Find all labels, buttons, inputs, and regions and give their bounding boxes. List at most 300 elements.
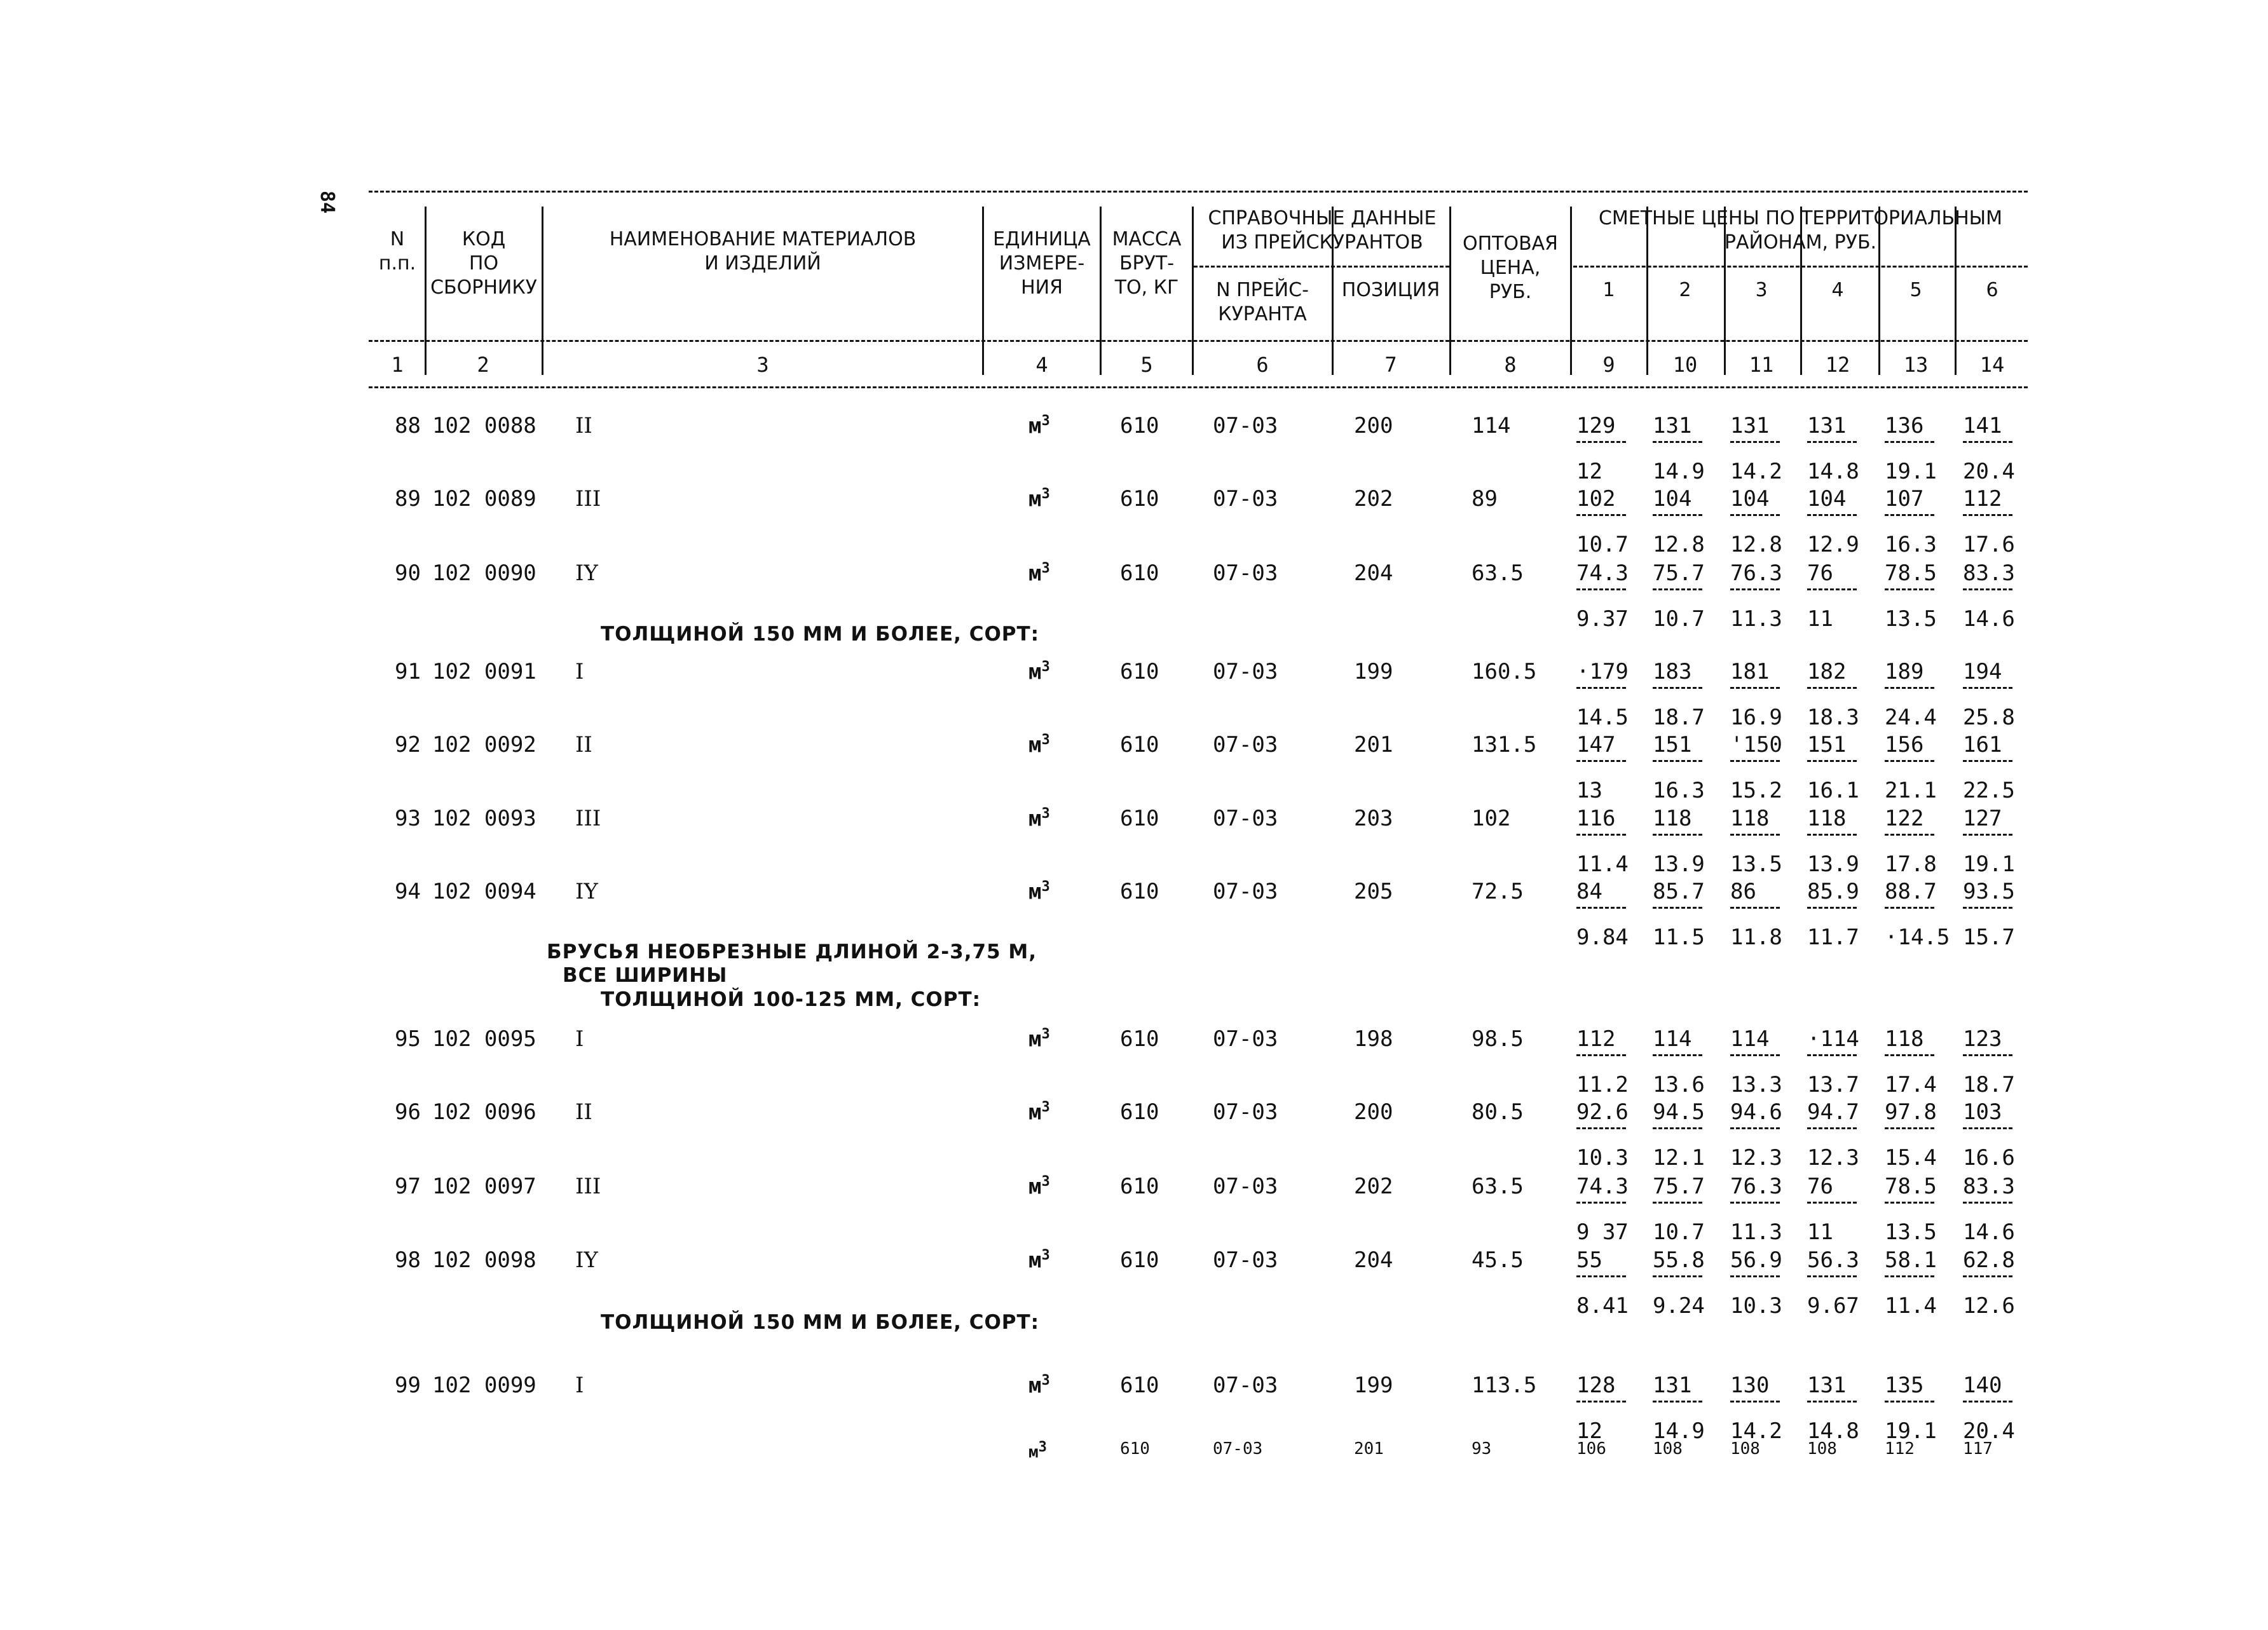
fraction-line bbox=[1576, 1202, 1626, 1204]
table-row-price-list: 07-03 bbox=[1213, 732, 1278, 757]
table-row-region-base: 16.9 bbox=[1730, 705, 1782, 730]
table-row-wholesale-price: 131.5 bbox=[1472, 732, 1537, 757]
table-row-price-list: 07-03 bbox=[1213, 806, 1278, 831]
table-row-region-base: 20.4 bbox=[1963, 459, 2015, 484]
table-row-region-base: 24.4 bbox=[1885, 705, 1937, 730]
column-number-7: 7 bbox=[1384, 353, 1397, 377]
table-row-unit bbox=[1028, 1439, 1047, 1462]
table-row-region-price: 147 bbox=[1576, 732, 1616, 757]
header-col-divider bbox=[1449, 207, 1451, 375]
table-row-region-base: 12.6 bbox=[1963, 1293, 2015, 1319]
section-heading: ТОЛЩИНОЙ 100-125 ММ, СОРТ: bbox=[601, 988, 981, 1011]
table-row-wholesale-price: 113.5 bbox=[1472, 1373, 1537, 1398]
table-row-region-price: 76 bbox=[1807, 560, 1833, 586]
table-row-region-price: 56.3 bbox=[1807, 1247, 1859, 1273]
unit-power: 3 bbox=[1041, 486, 1050, 502]
fraction-line bbox=[1576, 1054, 1626, 1056]
column-number-4: 4 bbox=[1035, 353, 1048, 377]
header-region-6: 6 bbox=[1986, 279, 1998, 301]
column-number-6: 6 bbox=[1256, 353, 1269, 377]
table-row-n: 99 bbox=[395, 1373, 421, 1398]
table-row-region-price: 118 bbox=[1885, 1026, 1924, 1052]
column-number-2: 2 bbox=[477, 353, 489, 377]
table-row-unit bbox=[1028, 879, 1050, 904]
table-row-region-base: 21.1 bbox=[1885, 778, 1937, 803]
unit-base: м bbox=[1028, 1373, 1042, 1399]
fraction-line bbox=[1730, 1401, 1780, 1402]
fraction-line bbox=[1963, 441, 2012, 443]
unit-base: м bbox=[1028, 659, 1042, 685]
column-number-13: 13 bbox=[1903, 353, 1929, 377]
table-row-mass: 610 bbox=[1120, 1026, 1159, 1052]
table-row-name: I bbox=[575, 659, 584, 684]
table-row-region-price: 117 bbox=[1963, 1439, 1993, 1458]
table-row-region-base: 15.2 bbox=[1730, 778, 1782, 803]
table-row-region-base: 19.1 bbox=[1885, 459, 1937, 484]
fraction-line bbox=[1576, 588, 1626, 590]
unit-power: 3 bbox=[1041, 659, 1050, 675]
fraction-line bbox=[1653, 441, 1702, 443]
fraction-line bbox=[1885, 588, 1934, 590]
table-row-region-price: 62.8 bbox=[1963, 1247, 2015, 1273]
table-row-region-base: 18.7 bbox=[1653, 705, 1705, 730]
table-row-region-price: 116 bbox=[1576, 806, 1616, 831]
fraction-line bbox=[1963, 687, 2012, 689]
table-row-region-price: 136 bbox=[1885, 413, 1924, 438]
fraction-line bbox=[1730, 441, 1780, 443]
header-region-3: 3 bbox=[1755, 279, 1768, 301]
table-row-region-base: 16.1 bbox=[1807, 778, 1859, 803]
fraction-line bbox=[1576, 760, 1626, 762]
table-row-price-list: 07-03 bbox=[1213, 879, 1278, 904]
table-row-position: 202 bbox=[1354, 486, 1393, 512]
table-row-unit bbox=[1028, 486, 1050, 512]
table-row-region-base: 9.24 bbox=[1653, 1293, 1705, 1319]
table-row-mass: 610 bbox=[1120, 1439, 1150, 1458]
fraction-line bbox=[1807, 1401, 1857, 1402]
table-row-wholesale-price: 102 bbox=[1472, 806, 1511, 831]
table-row-region-price: 114 bbox=[1730, 1026, 1770, 1052]
table-row-name: II bbox=[575, 413, 592, 438]
table-row-code: 102 0096 bbox=[432, 1099, 536, 1125]
unit-base: м bbox=[1028, 806, 1042, 832]
table-row-region-base: 11 bbox=[1807, 1219, 1833, 1245]
table-row-mass: 610 bbox=[1120, 1099, 1159, 1125]
table-row-region-price: 114 bbox=[1653, 1026, 1692, 1052]
table-row-region-base: 12.3 bbox=[1807, 1145, 1859, 1171]
table-row-region-base: 13.6 bbox=[1653, 1072, 1705, 1097]
unit-power: 3 bbox=[1041, 806, 1050, 822]
fraction-line bbox=[1885, 1202, 1934, 1204]
fraction-line bbox=[1807, 834, 1857, 836]
table-row-region-base: 13.9 bbox=[1807, 852, 1859, 877]
table-row-region-base: 14.6 bbox=[1963, 606, 2015, 632]
fraction-line bbox=[1730, 907, 1780, 909]
table-row-n: 90 bbox=[395, 560, 421, 586]
table-row-mass: 610 bbox=[1120, 732, 1159, 757]
unit-power: 3 bbox=[1041, 1099, 1050, 1115]
table-row-region-price: 94.6 bbox=[1730, 1099, 1782, 1125]
table-row-n: 88 bbox=[395, 413, 421, 438]
header-region-1: 1 bbox=[1602, 279, 1615, 301]
table-row-unit bbox=[1028, 560, 1050, 586]
table-row-wholesale-price: 89 bbox=[1472, 486, 1498, 512]
table-row-n: 95 bbox=[395, 1026, 421, 1052]
unit-power: 3 bbox=[1041, 413, 1050, 429]
header-wholesale-price: ОПТОВАЯ ЦЕНА, РУБ. bbox=[1462, 233, 1559, 303]
table-row-n: 94 bbox=[395, 879, 421, 904]
table-row-position: 199 bbox=[1354, 659, 1393, 684]
table-row-region-base: 25.8 bbox=[1963, 705, 2015, 730]
table-row-region-price: 128 bbox=[1576, 1373, 1616, 1398]
fraction-line bbox=[1653, 834, 1702, 836]
table-row-price-list: 07-03 bbox=[1213, 1439, 1263, 1458]
table-row-region-price: 108 bbox=[1653, 1439, 1683, 1458]
table-row-region-base: 9.37 bbox=[1576, 606, 1629, 632]
fraction-line bbox=[1730, 1202, 1780, 1204]
fraction-line bbox=[1576, 907, 1626, 909]
table-row-region-price: 78.5 bbox=[1885, 1174, 1937, 1199]
table-row-code: 102 0088 bbox=[432, 413, 536, 438]
table-row-region-price: 127 bbox=[1963, 806, 2002, 831]
table-row-region-base: 12.3 bbox=[1730, 1145, 1782, 1171]
table-row-region-price: 131 bbox=[1807, 413, 1847, 438]
table-row-region-base: 10.7 bbox=[1653, 606, 1705, 632]
table-row-region-base: 18.7 bbox=[1963, 1072, 2015, 1097]
table-row-region-price: 78.5 bbox=[1885, 560, 1937, 586]
table-row-name: I bbox=[575, 1373, 584, 1398]
table-row-name: I bbox=[575, 1026, 584, 1052]
header-code: КОД ПО СБОРНИКУ bbox=[430, 228, 537, 299]
table-row-region-price: 93.5 bbox=[1963, 879, 2015, 904]
fraction-line bbox=[1885, 1054, 1934, 1056]
table-row-region-base: 11.3 bbox=[1730, 1219, 1782, 1245]
fraction-line bbox=[1653, 1202, 1702, 1204]
header-col-divider bbox=[1192, 207, 1194, 375]
table-row-name: II bbox=[575, 732, 592, 757]
table-row-region-base: 14.8 bbox=[1807, 1418, 1859, 1444]
table-row-region-base: 11.2 bbox=[1576, 1072, 1629, 1097]
table-row-wholesale-price: 93 bbox=[1472, 1439, 1492, 1458]
table-row-region-price: 189 bbox=[1885, 659, 1924, 684]
unit-base: м bbox=[1028, 413, 1042, 439]
fraction-line bbox=[1807, 907, 1857, 909]
table-row-n: 93 bbox=[395, 806, 421, 831]
fraction-line bbox=[1963, 1275, 2012, 1277]
table-row-name: II bbox=[575, 1099, 592, 1125]
fraction-line bbox=[1653, 1127, 1702, 1129]
table-row-region-base: 13.3 bbox=[1730, 1072, 1782, 1097]
fraction-line bbox=[1807, 1202, 1857, 1204]
fraction-line bbox=[1730, 588, 1780, 590]
table-row-region-price: 55.8 bbox=[1653, 1247, 1705, 1273]
table-row-region-base: 9.67 bbox=[1807, 1293, 1859, 1319]
fraction-line bbox=[1807, 1054, 1857, 1056]
table-row-region-base: 10.7 bbox=[1576, 532, 1629, 557]
fraction-line bbox=[1963, 834, 2012, 836]
column-number-11: 11 bbox=[1749, 353, 1774, 377]
section-heading: БРУСЬЯ НЕОБРЕЗНЫЕ ДЛИНОЙ 2-3,75 М, bbox=[547, 941, 1037, 963]
table-row-mass: 610 bbox=[1120, 486, 1159, 512]
table-row-region-base: 9.84 bbox=[1576, 925, 1629, 950]
fraction-line bbox=[1653, 1275, 1702, 1277]
table-row-region-base: 14.6 bbox=[1963, 1219, 2015, 1245]
table-row-mass: 610 bbox=[1120, 1373, 1159, 1398]
table-row-code: 102 0089 bbox=[432, 486, 536, 512]
fraction-line bbox=[1807, 588, 1857, 590]
table-row-region-base: 11.3 bbox=[1730, 606, 1782, 632]
table-row-region-base: 16.3 bbox=[1653, 778, 1705, 803]
table-row-region-price: 112 bbox=[1885, 1439, 1915, 1458]
header-price-list: N ПРЕЙС- КУРАНТА bbox=[1216, 279, 1309, 325]
header-mass: МАССА БРУТ- ТО, КГ bbox=[1112, 228, 1182, 299]
table-row-mass: 610 bbox=[1120, 806, 1159, 831]
header-name: НАИМЕНОВАНИЕ МАТЕРИАЛОВ И ИЗДЕЛИЙ bbox=[609, 228, 917, 275]
header-n: N п.п. bbox=[378, 228, 416, 275]
header-region-5: 5 bbox=[1909, 279, 1922, 301]
table-row-code: 102 0099 bbox=[432, 1373, 536, 1398]
fraction-line bbox=[1730, 760, 1780, 762]
unit-base: м bbox=[1028, 1174, 1042, 1200]
table-row-region-price: 83.3 bbox=[1963, 560, 2015, 586]
table-row-position: 201 bbox=[1354, 732, 1393, 757]
fraction-line bbox=[1730, 687, 1780, 689]
table-row-n: 91 bbox=[395, 659, 421, 684]
table-row-name: IY bbox=[575, 879, 598, 904]
table-row-region-base: 17.8 bbox=[1885, 852, 1937, 877]
table-row-mass: 610 bbox=[1120, 413, 1159, 438]
table-row-region-price: 88.7 bbox=[1885, 879, 1937, 904]
table-row-region-base: 19.1 bbox=[1963, 852, 2015, 877]
table-row-unit bbox=[1028, 1026, 1050, 1052]
column-number-12: 12 bbox=[1825, 353, 1850, 377]
table-row-region-base: 10.3 bbox=[1576, 1145, 1629, 1171]
column-number-3: 3 bbox=[756, 353, 769, 377]
table-row-price-list: 07-03 bbox=[1213, 1247, 1278, 1273]
table-row-region-price: 131 bbox=[1807, 1373, 1847, 1398]
fraction-line bbox=[1576, 514, 1626, 516]
table-row-region-base: 14.2 bbox=[1730, 1418, 1782, 1444]
table-row-mass: 610 bbox=[1120, 879, 1159, 904]
table-row-region-base: 12.8 bbox=[1730, 532, 1782, 557]
table-row-region-price: 118 bbox=[1653, 806, 1692, 831]
table-row-region-price: 181 bbox=[1730, 659, 1770, 684]
table-row-region-price: 108 bbox=[1730, 1439, 1760, 1458]
table-row-code: 102 0091 bbox=[432, 659, 536, 684]
fraction-line bbox=[1653, 907, 1702, 909]
table-row-region-price: 129 bbox=[1576, 413, 1616, 438]
table-row-region-price: 140 bbox=[1963, 1373, 2002, 1398]
fraction-line bbox=[1885, 1127, 1934, 1129]
column-number-10: 10 bbox=[1672, 353, 1698, 377]
table-row-region-base: 14.2 bbox=[1730, 459, 1782, 484]
table-row-region-price: 161 bbox=[1963, 732, 2002, 757]
table-row-region-price: 131 bbox=[1730, 413, 1770, 438]
table-row-wholesale-price: 63.5 bbox=[1472, 1174, 1524, 1199]
table-row-region-price: 104 bbox=[1730, 486, 1770, 512]
table-row-region-base: 20.4 bbox=[1963, 1418, 2015, 1444]
table-row-region-base: 13 bbox=[1576, 778, 1602, 803]
table-row-mass: 610 bbox=[1120, 560, 1159, 586]
fraction-line bbox=[1963, 760, 2012, 762]
fraction-line bbox=[1885, 760, 1934, 762]
fraction-line bbox=[1963, 514, 2012, 516]
table-row-code: 102 0090 bbox=[432, 560, 536, 586]
fraction-line bbox=[1885, 834, 1934, 836]
table-row-region-base: 15.7 bbox=[1963, 925, 2015, 950]
table-row-code: 102 0093 bbox=[432, 806, 536, 831]
table-row-region-price: 92.6 bbox=[1576, 1099, 1629, 1125]
table-row-region-price: 84 bbox=[1576, 879, 1602, 904]
table-row-mass: 610 bbox=[1120, 1174, 1159, 1199]
fraction-line bbox=[1653, 760, 1702, 762]
section-heading: ТОЛЩИНОЙ 150 ММ И БОЛЕЕ, СОРТ: bbox=[601, 623, 1040, 646]
fraction-line bbox=[1730, 1275, 1780, 1277]
header-region-4: 4 bbox=[1831, 279, 1844, 301]
table-row-region-base: 12 bbox=[1576, 1418, 1602, 1444]
table-row-region-base: 8.41 bbox=[1576, 1293, 1629, 1319]
table-row-region-price: 112 bbox=[1576, 1026, 1616, 1052]
fraction-line bbox=[1963, 1054, 2012, 1056]
table-row-region-base: 15.4 bbox=[1885, 1145, 1937, 1171]
fraction-line bbox=[1576, 1275, 1626, 1277]
fraction-line bbox=[1807, 1275, 1857, 1277]
fraction-line bbox=[1885, 1401, 1934, 1402]
table-row-region-base: 14.9 bbox=[1653, 1418, 1705, 1444]
unit-base: м bbox=[1028, 879, 1042, 905]
unit-power: 3 bbox=[1041, 1026, 1050, 1042]
table-row-region-price: 76.3 bbox=[1730, 560, 1782, 586]
unit-base: м bbox=[1028, 1099, 1042, 1125]
table-row-name: IY bbox=[575, 1247, 598, 1273]
header-unit: ЕДИНИЦА ИЗМЕРЕ- НИЯ bbox=[993, 228, 1091, 299]
table-row-position: 204 bbox=[1354, 1247, 1393, 1273]
table-row-region-price: 83.3 bbox=[1963, 1174, 2015, 1199]
table-row-region-price: 118 bbox=[1730, 806, 1770, 831]
unit-power: 3 bbox=[1041, 1247, 1050, 1263]
table-row-wholesale-price: 114 bbox=[1472, 413, 1511, 438]
fraction-line bbox=[1653, 588, 1702, 590]
header-col-divider bbox=[982, 207, 984, 375]
table-row-price-list: 07-03 bbox=[1213, 1373, 1278, 1398]
unit-base: м bbox=[1028, 1443, 1039, 1462]
table-row-region-price: 85.9 bbox=[1807, 879, 1859, 904]
table-row-region-price: 131 bbox=[1653, 1373, 1692, 1398]
header-top-rule bbox=[369, 191, 2028, 193]
table-row-region-price: 104 bbox=[1807, 486, 1847, 512]
table-row-region-base: 11 bbox=[1807, 606, 1833, 632]
table-row-region-price: ·179 bbox=[1576, 659, 1629, 684]
table-row-position: 203 bbox=[1354, 806, 1393, 831]
table-row-unit bbox=[1028, 659, 1050, 684]
table-row-region-price: 123 bbox=[1963, 1026, 2002, 1052]
table-row-region-price: 103 bbox=[1963, 1099, 2002, 1125]
table-row-unit bbox=[1028, 1174, 1050, 1199]
unit-power: 3 bbox=[1041, 879, 1050, 895]
table-row-price-list: 07-03 bbox=[1213, 486, 1278, 512]
table-row-region-base: 14.5 bbox=[1576, 705, 1629, 730]
table-row-position: 201 bbox=[1354, 1439, 1384, 1458]
table-row-mass: 610 bbox=[1120, 659, 1159, 684]
table-row-price-list: 07-03 bbox=[1213, 1026, 1278, 1052]
table-row-region-price: 55 bbox=[1576, 1247, 1602, 1273]
table-row-region-price: 151 bbox=[1807, 732, 1847, 757]
fraction-line bbox=[1730, 514, 1780, 516]
table-row-region-base: 19.1 bbox=[1885, 1418, 1937, 1444]
unit-power: 3 bbox=[1041, 732, 1050, 748]
unit-power: 3 bbox=[1041, 1373, 1050, 1389]
fraction-line bbox=[1885, 687, 1934, 689]
table-row-price-list: 07-03 bbox=[1213, 659, 1278, 684]
table-row-region-price: 122 bbox=[1885, 806, 1924, 831]
table-row-name: III bbox=[575, 1174, 601, 1199]
table-row-name: IY bbox=[575, 560, 598, 586]
fraction-line bbox=[1653, 1401, 1702, 1402]
table-row-region-base: 10.7 bbox=[1653, 1219, 1705, 1245]
table-row-region-price: 74.3 bbox=[1576, 560, 1629, 586]
table-row-position: 205 bbox=[1354, 879, 1393, 904]
table-row-code: 102 0098 bbox=[432, 1247, 536, 1273]
table-row-region-price: 131 bbox=[1653, 413, 1692, 438]
table-row-unit bbox=[1028, 1099, 1050, 1125]
table-row-code: 102 0095 bbox=[432, 1026, 536, 1052]
fraction-line bbox=[1963, 1401, 2012, 1402]
table-row-code: 102 0094 bbox=[432, 879, 536, 904]
table-row-unit bbox=[1028, 806, 1050, 831]
table-row-region-base: 17.4 bbox=[1885, 1072, 1937, 1097]
fraction-line bbox=[1576, 1401, 1626, 1402]
header-position: ПОЗИЦИЯ bbox=[1341, 279, 1440, 301]
fraction-line bbox=[1807, 760, 1857, 762]
table-row-region-price: '150 bbox=[1730, 732, 1782, 757]
unit-base: м bbox=[1028, 1026, 1042, 1052]
table-row-region-base: 13.5 bbox=[1730, 852, 1782, 877]
table-row-region-price: 156 bbox=[1885, 732, 1924, 757]
table-row-region-base: 11.7 bbox=[1807, 925, 1859, 950]
table-row-wholesale-price: 72.5 bbox=[1472, 879, 1524, 904]
header-col-divider bbox=[425, 207, 427, 375]
section-heading: ВСЕ ШИРИНЫ bbox=[563, 964, 728, 987]
table-row-region-base: 12.1 bbox=[1653, 1145, 1705, 1171]
fraction-line bbox=[1885, 441, 1934, 443]
fraction-line bbox=[1885, 514, 1934, 516]
table-row-region-base: 14.8 bbox=[1807, 459, 1859, 484]
table-row-position: 200 bbox=[1354, 413, 1393, 438]
unit-power: 3 bbox=[1041, 1174, 1050, 1190]
fraction-line bbox=[1576, 834, 1626, 836]
fraction-line bbox=[1885, 1275, 1934, 1277]
table-row-region-price: 183 bbox=[1653, 659, 1692, 684]
column-number-8: 8 bbox=[1504, 353, 1517, 377]
table-row-region-base: 12.9 bbox=[1807, 532, 1859, 557]
table-row-unit bbox=[1028, 1373, 1050, 1398]
table-row-position: 202 bbox=[1354, 1174, 1393, 1199]
unit-base: м bbox=[1028, 1247, 1042, 1273]
table-row-region-price: 104 bbox=[1653, 486, 1692, 512]
table-row-region-base: 11.4 bbox=[1885, 1293, 1937, 1319]
table-row-wholesale-price: 45.5 bbox=[1472, 1247, 1524, 1273]
table-row-code: 102 0092 bbox=[432, 732, 536, 757]
table-row-region-base: 12 bbox=[1576, 459, 1602, 484]
table-row-region-base: 17.6 bbox=[1963, 532, 2015, 557]
fraction-line bbox=[1963, 1127, 2012, 1129]
fraction-line bbox=[1885, 907, 1934, 909]
table-row-code: 102 0097 bbox=[432, 1174, 536, 1199]
table-row-region-base: 13.9 bbox=[1653, 852, 1705, 877]
table-row-region-base: 22.5 bbox=[1963, 778, 2015, 803]
fraction-line bbox=[1730, 834, 1780, 836]
fraction-line bbox=[1576, 1127, 1626, 1129]
